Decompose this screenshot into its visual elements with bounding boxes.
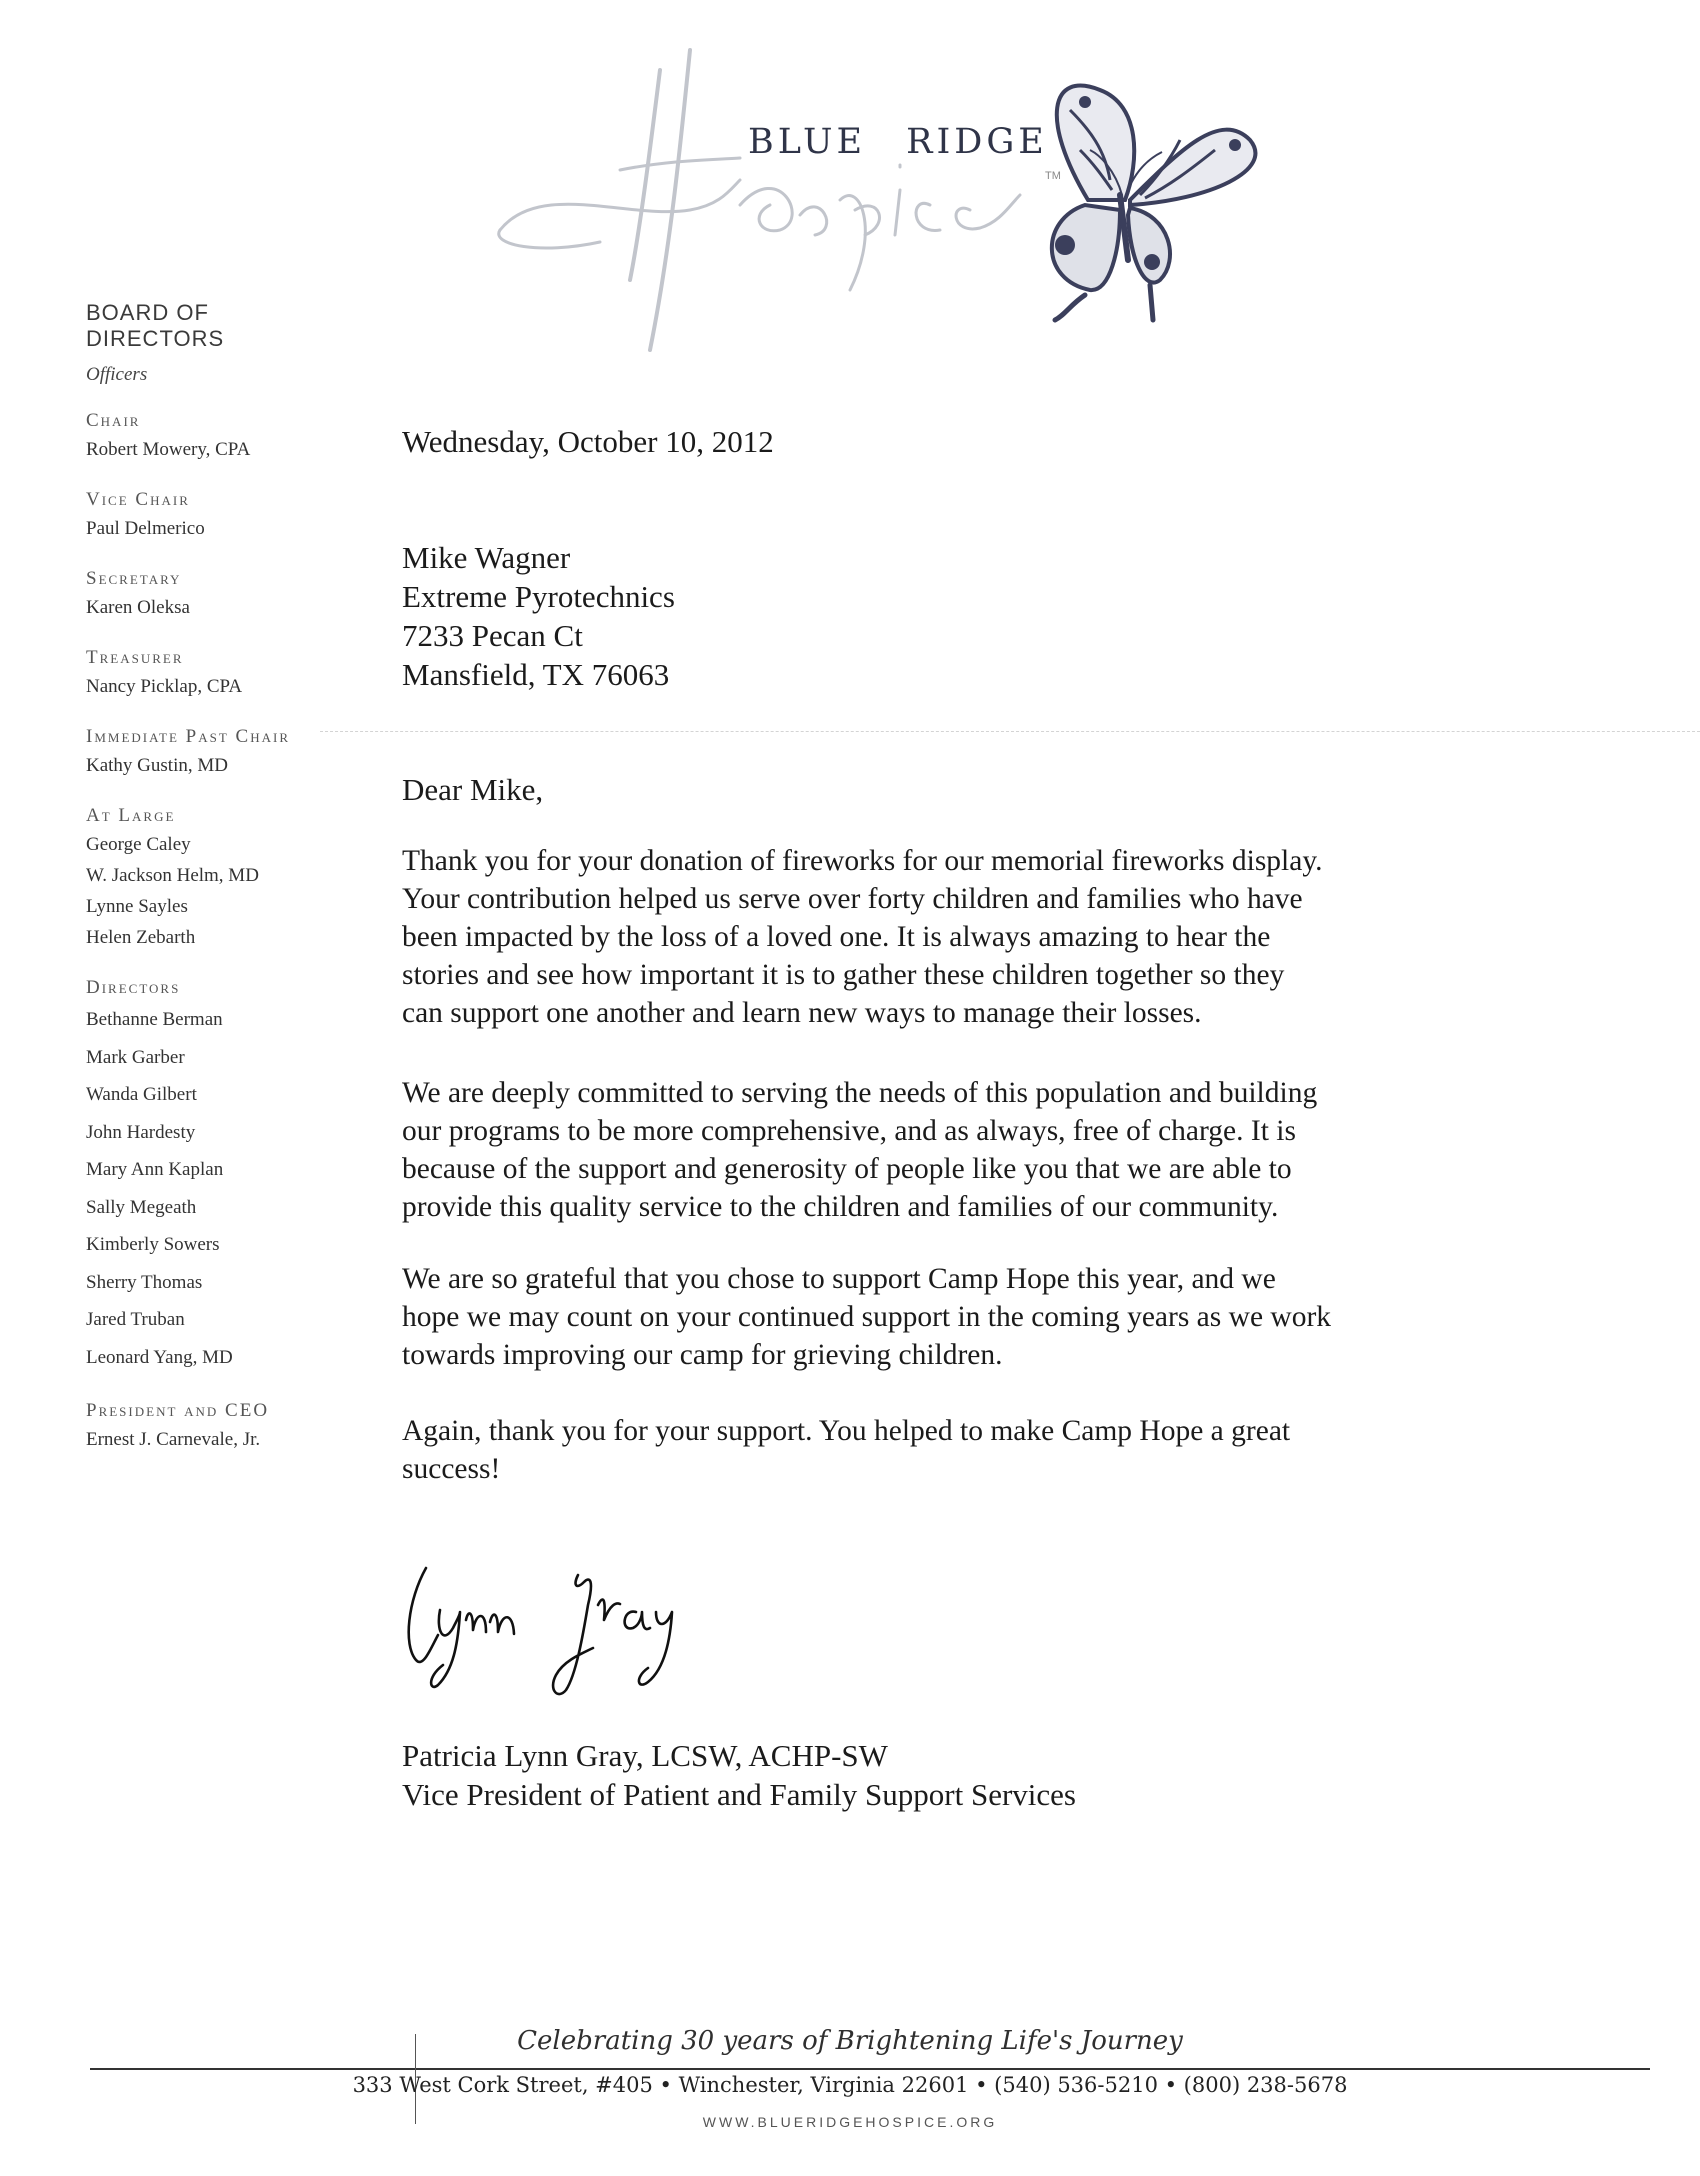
logo-name [748,122,1048,162]
paragraph-line: can support one another and learn new ways to manage their losses. [402,997,1202,1029]
board-group [86,408,346,465]
paragraph-line: towards improving our camp for grieving children. [402,1339,1003,1371]
board-groups [86,408,346,1455]
board-member: Helen Zebarth [86,927,196,948]
paragraph-line: We are so grateful that you chose to support Camp Hope this year, and we [402,1263,1276,1295]
board-member: Ernest J. Carnevale, Jr. [86,1429,261,1450]
recipient-city: Mansfield, TX 76063 [402,657,670,692]
board-group [86,803,346,953]
board-member: Robert Mowery, CPA [86,439,251,460]
paragraph-line: success! [402,1453,501,1485]
footer-address: 333 West Cork Street, #405 • Winchester, Virginia 22601 • (540) 536-5210 • (800) 238-5678 [352,2073,1348,2097]
logo-name-blue: BLUE [748,122,867,162]
officers-heading: Officers [86,364,148,385]
board-member: Sherry Thomas [86,1271,203,1293]
board-role: Vice Chair [86,489,190,510]
board-member: Sally Megeath [86,1196,197,1218]
board-member: Kimberly Sowers [86,1234,220,1255]
paragraph-line: hope we may count on your continued support in the coming years as we work [402,1301,1332,1333]
body-paragraph-1 [402,842,1323,1032]
trademark-mark: TM [1045,170,1061,182]
board-group [86,487,346,544]
body-paragraph-4 [402,1412,1290,1488]
board-group [86,975,346,1376]
board-group [86,645,346,702]
board-role: Secretary [86,568,182,589]
board-role: Directors [86,977,181,998]
board-member: George Caley [86,834,191,855]
board-member: Kathy Gustin, MD [86,755,228,776]
paragraph-line: Again, thank you for your support. You helped to make Camp Hope a great [402,1415,1291,1447]
board-member: W. Jackson Helm, MD [86,865,259,886]
signer-title: Vice President of Patient and Family Support Services [402,1777,1076,1812]
board-role: At Large [86,805,176,826]
footer-divider [90,2068,1650,2070]
board-member: Leonard Yang, MD [86,1346,233,1368]
board-of-directors-sidebar [86,300,346,1455]
salutation: Dear Mike, [402,772,544,807]
board-member: Nancy Picklap, CPA [86,676,243,697]
board-member: Karen Oleksa [86,597,190,618]
scan-fold-line [320,731,1700,732]
paragraph-line: our programs to be more comprehensive, and as always, free of charge. It is [402,1115,1296,1147]
board-member: Paul Delmerico [86,518,205,539]
recipient-company: Extreme Pyrotechnics [402,579,675,614]
signer-name: Patricia Lynn Gray, LCSW, ACHP-SW [402,1738,888,1773]
board-member: John Hardesty [86,1121,196,1143]
board-group [86,566,346,623]
handwritten-signature [398,1550,718,1700]
letter-date: Wednesday, October 10, 2012 [402,424,774,459]
board-group [86,724,346,781]
blue-ridge-hospice-logo [480,30,1280,370]
recipient-street: 7233 Pecan Ct [402,618,583,653]
board-title: BOARD OF DIRECTORS [86,300,225,351]
signer-block [402,1736,1076,1814]
board-group [86,1398,346,1455]
body-paragraph-2 [402,1074,1317,1226]
footer-tagline: Celebrating 30 years of Brightening Life's Journey [517,2026,1183,2056]
board-member: Wanda Gilbert [86,1084,197,1105]
board-role: Treasurer [86,647,184,668]
board-member: Bethanne Berman [86,1009,223,1030]
board-member: Mary Ann Kaplan [86,1159,224,1180]
footer-website: WWW.BLUERIDGEHOSPICE.ORG [702,2114,998,2130]
board-role: Chair [86,410,141,431]
board-member: Jared Truban [86,1309,185,1330]
butterfly-icon [1052,86,1256,320]
board-role: President and CEO [86,1400,270,1421]
paragraph-line: Thank you for your donation of fireworks for our memorial fireworks display. [402,845,1323,877]
paragraph-line: We are deeply committed to serving the needs of this population and building [402,1077,1318,1109]
paragraph-line: because of the support and generosity of people like you that we are able to [402,1153,1292,1185]
board-member: Mark Garber [86,1046,185,1068]
paragraph-line: been impacted by the loss of a loved one. It is always amazing to hear the [402,921,1271,953]
recipient-address [402,538,675,694]
paragraph-line: stories and see how important it is to gather these children together so they [402,959,1285,991]
recipient-name: Mike Wagner [402,540,571,575]
paragraph-line: provide this quality service to the children and families of our community. [402,1191,1279,1223]
logo-artwork [480,30,1280,370]
paragraph-line: Your contribution helped us serve over forty children and families who have [402,883,1303,915]
body-paragraph-3 [402,1260,1331,1374]
board-member: Lynne Sayles [86,896,188,917]
board-role: Immediate Past Chair [86,726,291,747]
logo-name-ridge: RIDGE [906,122,1048,162]
